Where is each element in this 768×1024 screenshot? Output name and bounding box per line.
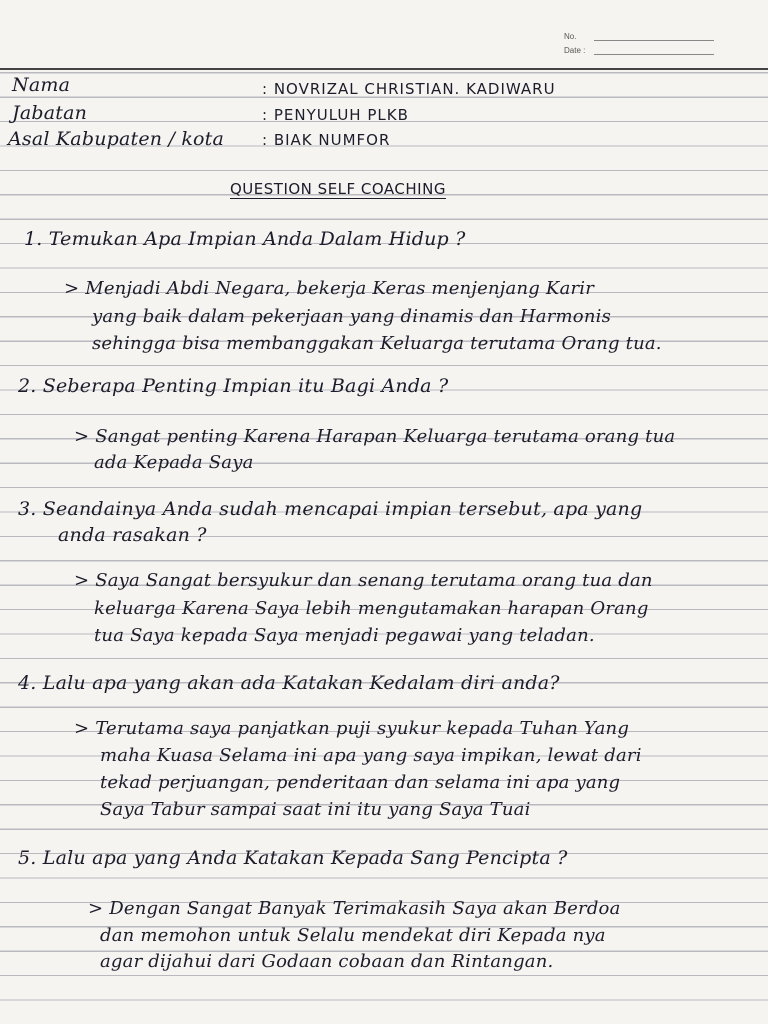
answer-3-line-1: > Saya Sangat bersyukur dan senang terutama orang tua dan bbox=[74, 570, 653, 591]
field-label-jabatan: Jabatan bbox=[12, 102, 88, 124]
page-title: QUESTION SELF COACHING bbox=[230, 180, 446, 198]
date-row bbox=[564, 41, 714, 55]
header-meta bbox=[564, 18, 714, 55]
field-label-asal: Asal Kabupaten / kota bbox=[8, 128, 225, 150]
answer-5-line-3: agar dijahui dari Godaan cobaan dan Rintangan. bbox=[100, 951, 554, 972]
answer-1-line-3: sehingga bisa membanggakan Keluarga terutama Orang tua. bbox=[92, 333, 662, 354]
answer-5-line-1: > Dengan Sangat Banyak Terimakasih Saya akan Berdoa bbox=[88, 898, 621, 919]
field-value-asal: : BIAK NUMFOR bbox=[262, 131, 391, 149]
field-label-nama: Nama bbox=[12, 74, 71, 96]
field-value-jabatan: : PENYULUH PLKB bbox=[262, 106, 409, 124]
answer-3-line-2: keluarga Karena Saya lebih mengutamakan harapan Orang bbox=[94, 598, 649, 619]
date-label: Date : bbox=[564, 46, 586, 55]
header-rule bbox=[0, 68, 768, 70]
question-3-line-2: anda rasakan ? bbox=[58, 524, 207, 546]
question-1: 1. Temukan Apa Impian Anda Dalam Hidup ? bbox=[24, 228, 466, 250]
answer-4-line-1: > Terutama saya panjatkan puji syukur kepada Tuhan Yang bbox=[74, 718, 630, 739]
answer-4-line-4: Saya Tabur sampai saat ini itu yang Saya Tuai bbox=[100, 799, 531, 820]
no-line bbox=[594, 31, 714, 41]
answer-5-line-2: dan memohon untuk Selalu mendekat diri Kepada nya bbox=[100, 925, 606, 946]
no-row bbox=[564, 18, 714, 41]
no-label: No. bbox=[564, 32, 577, 41]
question-3-line-1: 3. Seandainya Anda sudah mencapai impian tersebut, apa yang bbox=[18, 498, 643, 520]
answer-1-line-2: yang baik dalam pekerjaan yang dinamis dan Harmonis bbox=[92, 306, 612, 327]
date-line bbox=[594, 45, 714, 55]
question-2: 2. Seberapa Penting Impian itu Bagi Anda ? bbox=[18, 375, 449, 397]
answer-1-line-1: > Menjadi Abdi Negara, bekerja Keras menjenjang Karir bbox=[64, 278, 595, 299]
field-value-nama: : NOVRIZAL CHRISTIAN. KADIWARU bbox=[262, 80, 556, 98]
answer-2-line-2: ada Kepada Saya bbox=[94, 452, 254, 473]
answer-2-line-1: > Sangat penting Karena Harapan Keluarga terutama orang tua bbox=[74, 426, 676, 447]
question-5: 5. Lalu apa yang Anda Katakan Kepada Sang Pencipta ? bbox=[18, 847, 568, 869]
answer-3-line-3: tua Saya kepada Saya menjadi pegawai yang teladan. bbox=[94, 625, 595, 646]
answer-4-line-3: tekad perjuangan, penderitaan dan selama ini apa yang bbox=[100, 772, 621, 793]
question-4: 4. Lalu apa yang akan ada Katakan Kedalam diri anda? bbox=[18, 672, 560, 694]
answer-4-line-2: maha Kuasa Selama ini apa yang saya impikan, lewat dari bbox=[100, 745, 642, 766]
